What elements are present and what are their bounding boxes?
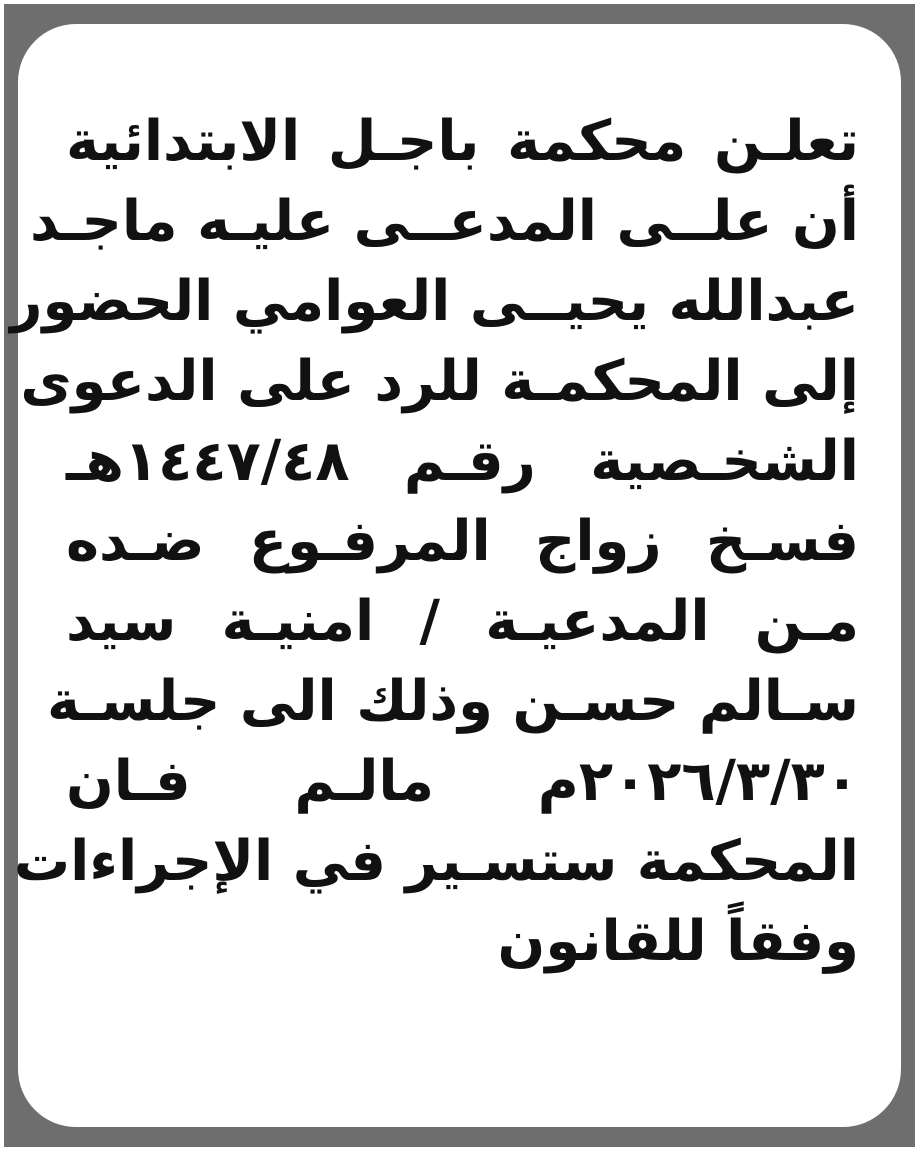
notice-line-11: وفقاً للقانون bbox=[497, 909, 859, 974]
notice-line-10: المحكمة ستسـير في الإجراءات bbox=[13, 829, 859, 894]
notice-line-1: تعلـن محكمة باجـل الابتدائية bbox=[66, 109, 859, 174]
notice-line-8: سـالم حسـن وذلك الى جلسـة bbox=[47, 669, 859, 734]
notice-line-3: عبدالله يحيــى العوامي الحضور bbox=[10, 269, 859, 334]
notice-line-6: فسـخ زواج المرفـوع ضـده bbox=[66, 509, 859, 574]
court-notice-card bbox=[10, 24, 901, 1127]
notice-line-5: الشخـصية رقـم ١٤٤٧/٤٨هـ bbox=[66, 429, 859, 494]
notice-line-9: ٢٠٢٦/٣/٣٠م مالـم فـان bbox=[66, 749, 859, 814]
notice-line-7: مـن المدعيـة / امنيـة سيد bbox=[66, 589, 859, 654]
notice-line-4: إلى المحكمـة للرد على الدعوى bbox=[20, 349, 859, 414]
notice-frame bbox=[4, 4, 915, 1147]
notice-line-2: أن علــى المدعــى عليـه ماجـد bbox=[30, 189, 859, 254]
